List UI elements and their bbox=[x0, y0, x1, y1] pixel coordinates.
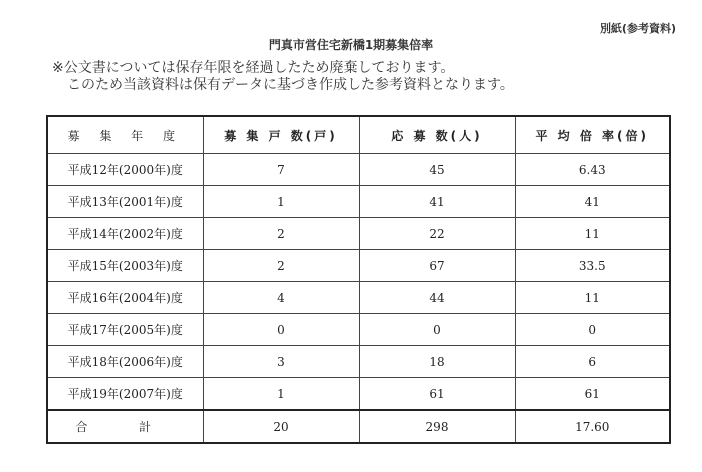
note-line-2: このため当該資料は保有データに基づき作成した参考資料となります。 bbox=[67, 77, 514, 93]
year-cell: 平成17年(2005年)度 bbox=[47, 314, 203, 346]
table-row bbox=[47, 346, 670, 378]
page-title: 門真市営住宅新橋1期募集倍率 bbox=[268, 38, 434, 52]
year-cell: 平成13年(2001年)度 bbox=[47, 186, 203, 218]
ratio-cell: 6 bbox=[515, 346, 670, 378]
units-cell: 0 bbox=[203, 314, 359, 346]
total-label: 合 計 bbox=[47, 410, 203, 443]
header-applicants: 応 募 数(人) bbox=[359, 116, 515, 154]
ratio-cell: 11 bbox=[515, 282, 670, 314]
table-row bbox=[47, 218, 670, 250]
ratio-cell: 6.43 bbox=[515, 154, 670, 186]
applicants-cell: 41 bbox=[359, 186, 515, 218]
year-cell: 平成19年(2007年)度 bbox=[47, 378, 203, 411]
table-row bbox=[47, 282, 670, 314]
ratio-cell: 11 bbox=[515, 218, 670, 250]
applicants-cell: 67 bbox=[359, 250, 515, 282]
year-cell: 平成18年(2006年)度 bbox=[47, 346, 203, 378]
ratio-cell: 61 bbox=[515, 378, 670, 411]
header-recruitment-year: 募 集 年 度 bbox=[47, 116, 203, 154]
table-row bbox=[47, 186, 670, 218]
ratio-cell: 33.5 bbox=[515, 250, 670, 282]
total-row bbox=[47, 410, 670, 443]
units-cell: 3 bbox=[203, 346, 359, 378]
recruitment-ratio-table bbox=[46, 115, 671, 444]
total-applicants: 298 bbox=[359, 410, 515, 443]
header-average-ratio: 平 均 倍 率(倍) bbox=[515, 116, 670, 154]
note-line-1: ※公文書については保存年限を経過したため廃棄しております。 bbox=[52, 60, 455, 76]
year-cell: 平成14年(2002年)度 bbox=[47, 218, 203, 250]
header-units-offered: 募 集 戸 数(戸) bbox=[203, 116, 359, 154]
applicants-cell: 0 bbox=[359, 314, 515, 346]
year-cell: 平成16年(2004年)度 bbox=[47, 282, 203, 314]
year-cell: 平成12年(2000年)度 bbox=[47, 154, 203, 186]
units-cell: 2 bbox=[203, 250, 359, 282]
applicants-cell: 22 bbox=[359, 218, 515, 250]
units-cell: 7 bbox=[203, 154, 359, 186]
units-cell: 1 bbox=[203, 186, 359, 218]
applicants-cell: 61 bbox=[359, 378, 515, 411]
ratio-cell: 0 bbox=[515, 314, 670, 346]
table-header-row bbox=[47, 116, 670, 154]
total-units: 20 bbox=[203, 410, 359, 443]
ratio-cell: 41 bbox=[515, 186, 670, 218]
table-row bbox=[47, 154, 670, 186]
year-cell: 平成15年(2003年)度 bbox=[47, 250, 203, 282]
total-ratio: 17.60 bbox=[515, 410, 670, 443]
annex-label: 別紙(参考資料) bbox=[599, 22, 676, 35]
applicants-cell: 45 bbox=[359, 154, 515, 186]
applicants-cell: 18 bbox=[359, 346, 515, 378]
table-row bbox=[47, 378, 670, 411]
units-cell: 4 bbox=[203, 282, 359, 314]
table-row bbox=[47, 314, 670, 346]
applicants-cell: 44 bbox=[359, 282, 515, 314]
units-cell: 1 bbox=[203, 378, 359, 411]
units-cell: 2 bbox=[203, 218, 359, 250]
disclaimer-note bbox=[52, 60, 672, 94]
table-row bbox=[47, 250, 670, 282]
